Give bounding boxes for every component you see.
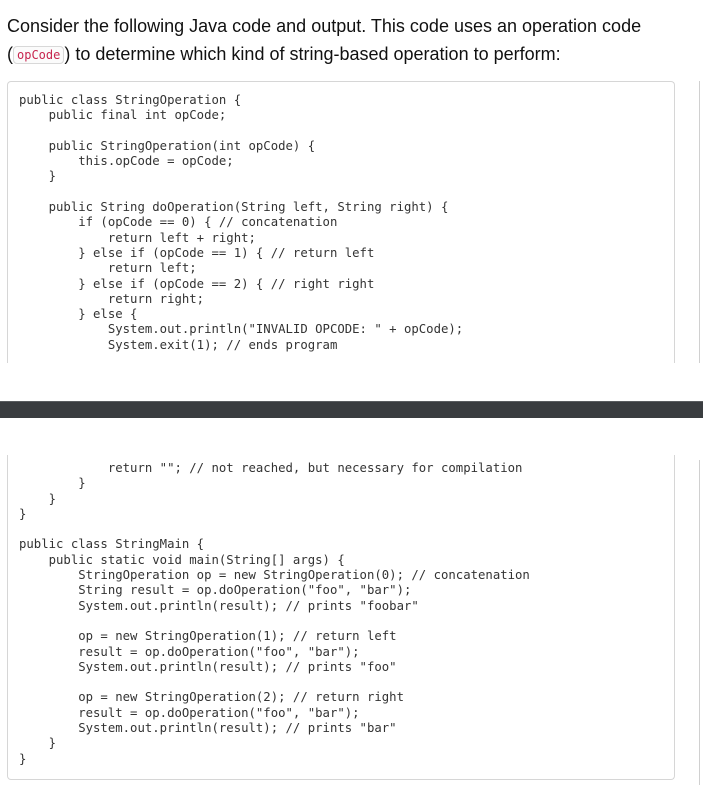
intro-paragraph	[7, 12, 697, 69]
screenshot-divider	[0, 401, 703, 418]
intro-paren: (	[7, 44, 13, 64]
code-block-top	[7, 81, 675, 363]
intro-text-part1: Consider the following Java code and output. This code uses an operation code	[7, 16, 642, 36]
intro-line-1	[7, 12, 697, 40]
intro-line-2	[7, 40, 697, 69]
intro-text-part2: ) to determine which kind of string-based operation to perform:	[64, 44, 561, 64]
scroll-edge-top	[699, 81, 700, 363]
code-block-bottom	[7, 455, 675, 780]
code-text-top: public class StringOperation { public final int opCode; public StringOperation(int opCode) { this.opCode = opCode; } public String doOperation(String left, String right) { if (opCode == 0) { // concatenation return left + right; } else if (opCode == 1) { // return left return left; } else if (opCode == 2) { // right right return right; } else { System.out.println("INVALID OPCODE: " + opCode); System.exit(1); // ends program	[19, 93, 464, 352]
scroll-edge-bottom	[699, 460, 700, 785]
code-text-bottom: return ""; // not reached, but necessary for compilation } } } public class StringMain { public static void main(String[] args) { StringOperation op = new StringOperation(0); // concatenation String result = op.doOperation("foo", "bar"); System.out.println(result); // prints "foobar" op = new StringOperation(1); // return left result = op.doOperation("foo", "bar"); System.out.println(result); // prints "foo" op = new StringOperation(2); // return right result = op.doOperation("foo", "bar"); System.out.println(result); // prints "bar" } }	[19, 461, 530, 766]
inline-code-opcode: opCode	[13, 46, 64, 64]
